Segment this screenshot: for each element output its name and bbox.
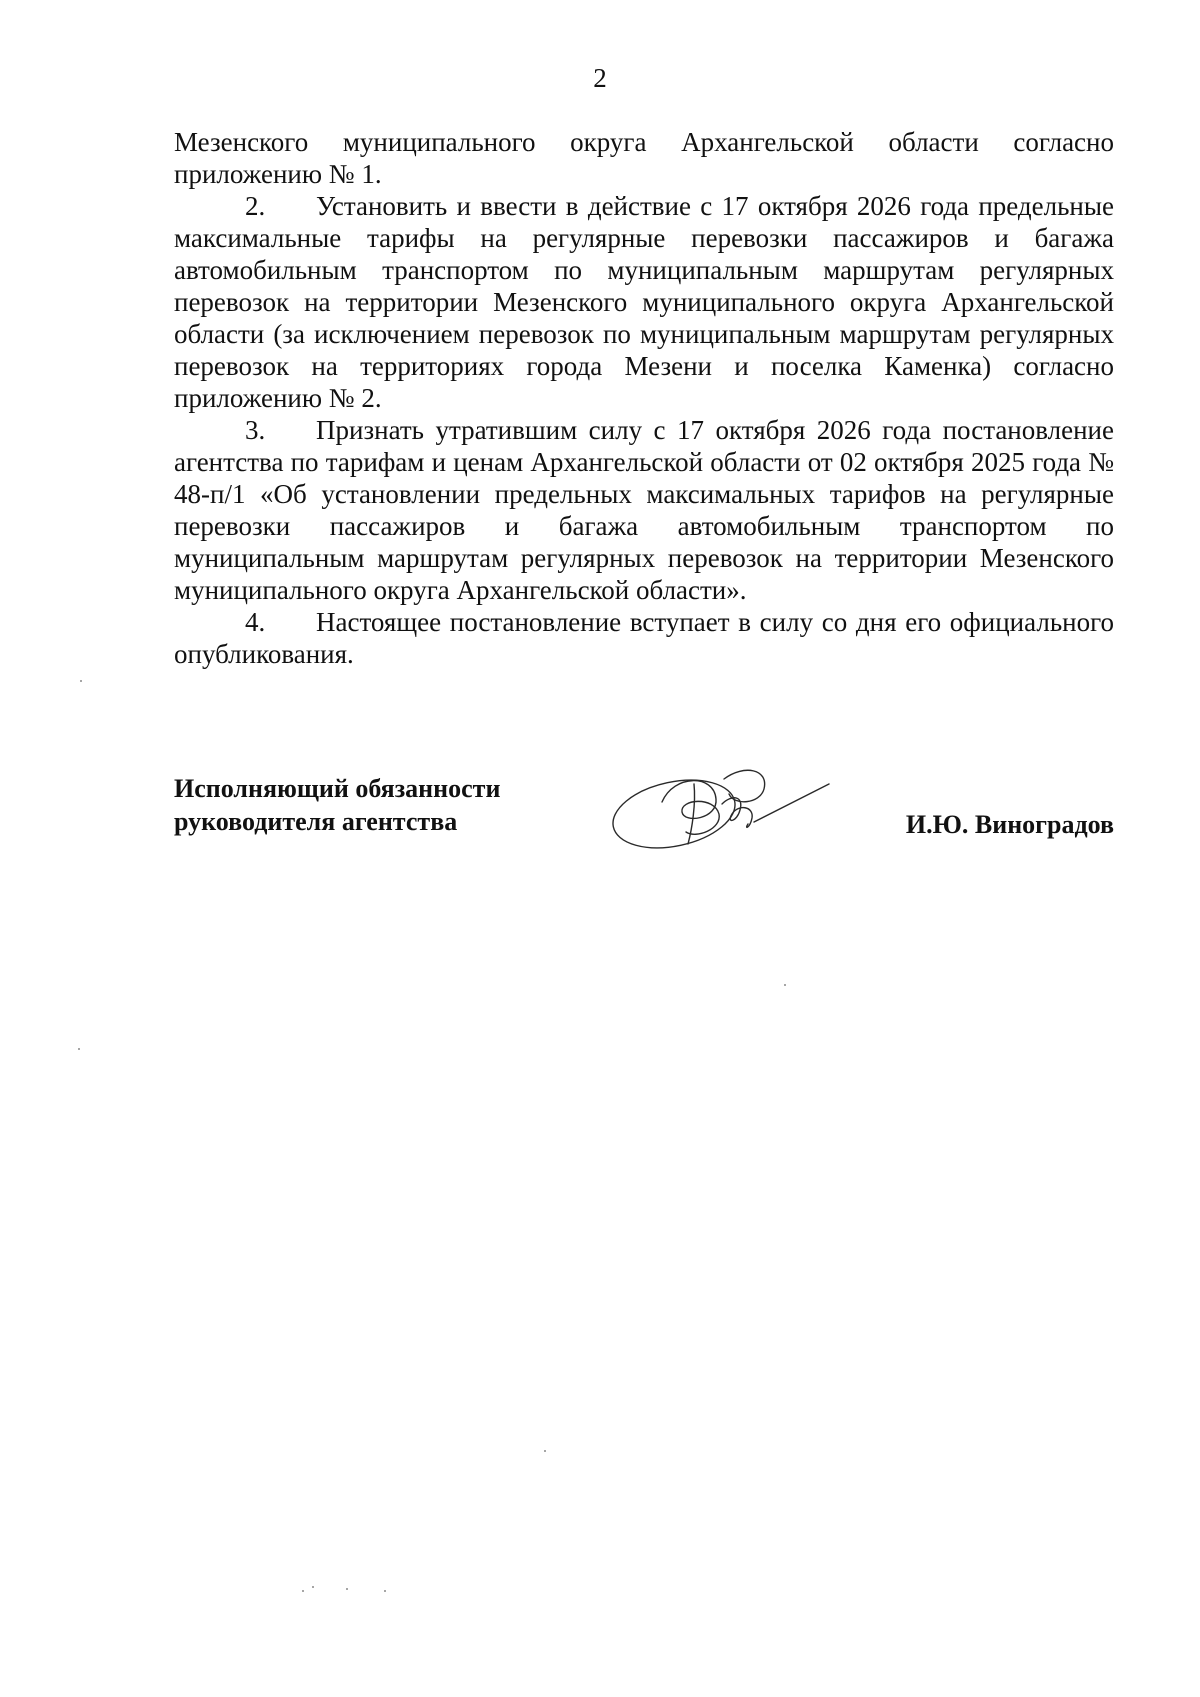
page-number: 2 — [593, 63, 607, 93]
scan-speck — [544, 1450, 546, 1452]
scan-speck — [80, 680, 82, 682]
scan-speck — [384, 1590, 386, 1592]
scan-speck — [346, 1588, 348, 1590]
paragraph-item-2 — [174, 190, 1114, 414]
paragraph-intro: Мезенского муниципального округа Архангельской области согласно приложению № 1. — [174, 127, 1114, 189]
document-body — [174, 126, 1114, 670]
signatory-position-line-1: Исполняющий обязанности — [174, 774, 501, 803]
paragraph-item-4 — [174, 606, 1114, 670]
scan-speck — [312, 1586, 314, 1588]
paragraph-item-3 — [174, 414, 1114, 606]
item-number: 4. — [245, 607, 266, 637]
signatory-name: И.Ю. Виноградов — [905, 810, 1114, 839]
item-text: Настоящее постановление вступает в силу со дня его официального опубликования. — [174, 607, 1114, 669]
item-number: 3. — [245, 415, 266, 445]
signature-block — [174, 772, 1114, 882]
item-text: Установить и ввести в действие с 17 октября 2026 года предельные максимальные тарифы на регулярные перевозки пассажиров и багажа автомобильным транспортом по муниципальным маршрутам регулярных перевозок на территории Мезенского муниципального округа Архангельской области (за исключением перевозок по муниципальным маршрутам регулярных перевозок на территориях города Мезени и поселка Каменка) согласно приложению № 2. — [174, 191, 1114, 413]
item-text: Признать утратившим силу с 17 октября 2026 года постановление агентства по тарифам и ценам Архангельской области от 02 октября 2025 года № 48-п/1 «Об установлении предельных максимальных тарифов на регулярные перевозки пассажиров и багажа автомобильным транспортом по муниципальным маршрутам регулярных перевозок на территории Мезенского муниципального округа Архангельской области». — [174, 415, 1114, 605]
scan-speck — [78, 1048, 80, 1050]
signatory-position-line-2: руководителя агентства — [174, 807, 458, 836]
scan-speck — [784, 984, 786, 986]
item-number: 2. — [245, 191, 266, 221]
signatory-position — [174, 772, 500, 838]
handwritten-signature-icon — [604, 744, 844, 864]
scan-speck — [302, 1590, 304, 1592]
